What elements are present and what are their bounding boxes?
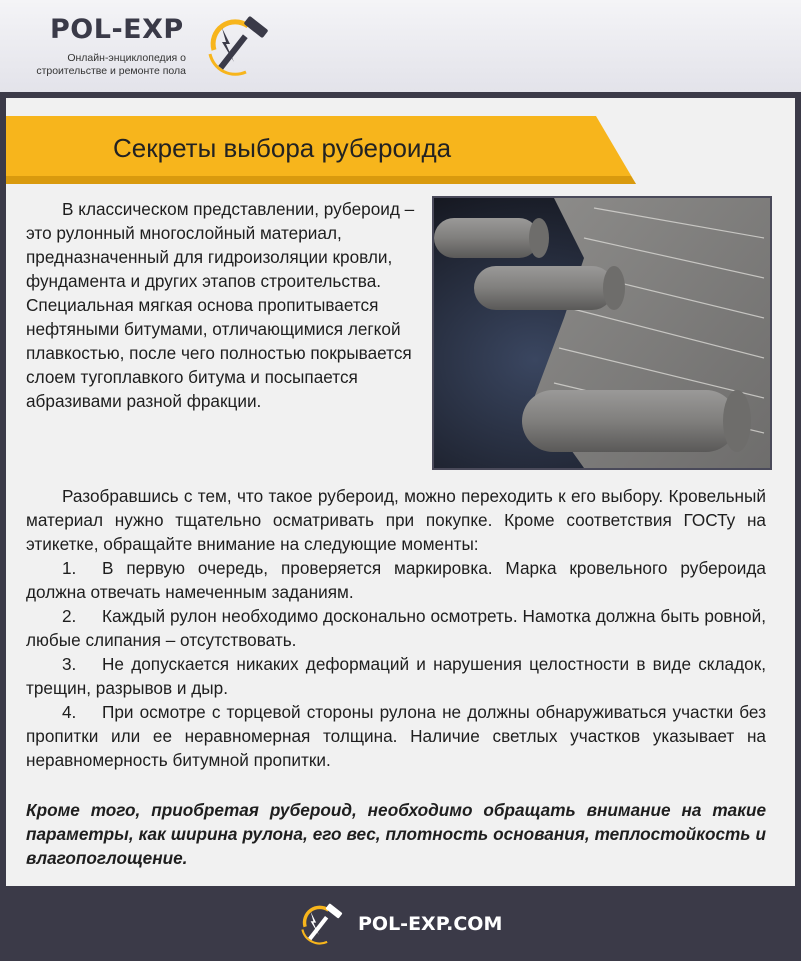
list-item	[26, 700, 766, 772]
list-item	[26, 556, 766, 604]
list-item-number: 1.	[62, 558, 77, 578]
brand-tagline-line2: строительстве и ремонте пола	[36, 65, 186, 77]
hammer-wrench-lightning-icon	[295, 902, 351, 946]
lead-paragraph: Разобравшись с тем, что такое рубероид, можно переходить к его выбору. Кровельный материал нужно тщательно осматривать при покупке. Кроме соответствия ГОСТу на этикетке, обращайте внимание на следующие моменты:	[26, 486, 766, 554]
list-item-text: В первую очередь, проверяется маркировка. Марка кровельного рубероида должна отвечать намеченным заданиям.	[26, 558, 766, 602]
intro-paragraph: В классическом представлении, рубероид – это рулонный многослойный материал, предназначенный для гидроизоляции кровли, фундамента и других этапов строительства. Специальная мягкая основа пропитывается нефтяными битумами, отличающимися легкой плавкостью, после чего полностью покрывается слоем тугоплавкого битума и посыпается абразивами разной фракции.	[26, 199, 415, 411]
list-item-number: 4.	[62, 702, 77, 722]
rolled-roofing-photo	[432, 196, 772, 470]
list-item	[26, 604, 766, 652]
list-item-number: 2.	[62, 606, 77, 626]
brand-tagline-line1: Онлайн-энциклопедия о	[67, 52, 186, 64]
title-banner	[6, 116, 636, 184]
list-item-text: При осмотре с торцевой стороны рулона не должны обнаруживаться участки без пропитки или ее неравномерная толщина. Наличие светлых участков указывает на неравномерность битумной пропитки.	[26, 702, 766, 770]
closing-note: Кроме того, приобретая рубероид, необходимо обращать внимание на такие параметры, как ширина рулона, его вес, плотность основания, теплостойкость и влагопоглощение.	[26, 800, 766, 868]
hammer-wrench-lightning-icon	[200, 14, 280, 78]
list-item-number: 3.	[62, 654, 77, 674]
list-item	[26, 652, 766, 700]
page-title: Секреты выбора рубероида	[113, 133, 452, 163]
brand-title[interactable]: POL-EXP	[50, 14, 184, 45]
footer-site-link[interactable]: POL-EXP.COM	[358, 913, 503, 935]
site-footer	[0, 886, 801, 961]
site-header	[0, 0, 801, 92]
list-item-text: Не допускается никаких деформаций и нарушения целостности в виде складок, трещин, разрывов и дыр.	[26, 654, 766, 698]
main-text	[26, 484, 766, 772]
intro-text	[26, 197, 426, 413]
list-item-text: Каждый рулон необходимо досконально осмотреть. Намотка должна быть ровной, любые слипания – отсутствовать.	[26, 606, 766, 650]
